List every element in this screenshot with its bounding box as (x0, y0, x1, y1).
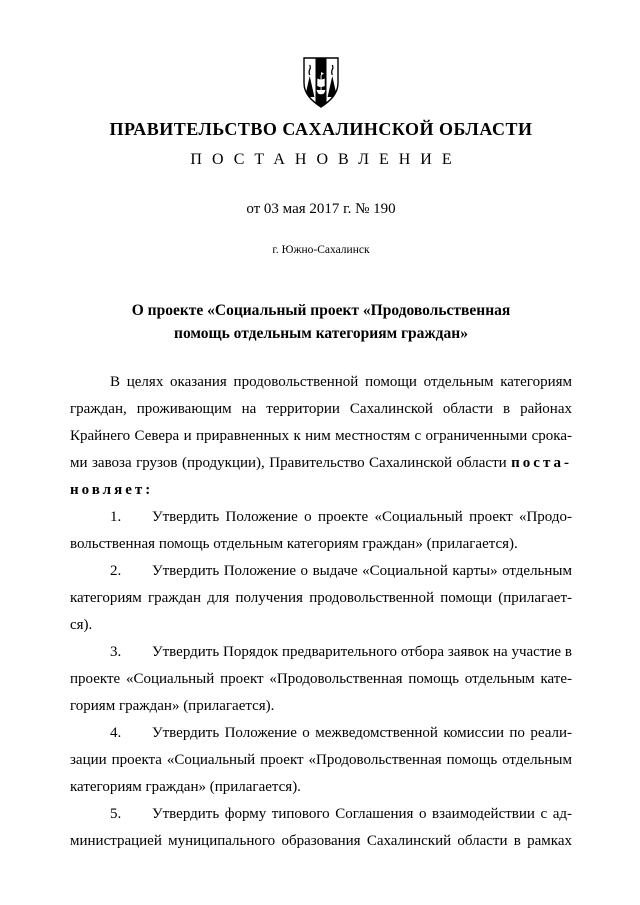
text-line (70, 585, 572, 612)
text-line (70, 396, 572, 423)
text-line (70, 801, 572, 828)
city-line: г. Южно-Сахалинск (272, 244, 370, 256)
text-segment: Утвердить Положение о выдаче «Социальной карты» отдельным (152, 563, 572, 579)
list-item-number: 4. (110, 725, 122, 741)
list-item-number: 5. (110, 806, 122, 822)
list-item-number: 3. (110, 644, 122, 660)
document-title-line-1: О проекте «Социальный проект «Продовольственная (131, 302, 511, 319)
list-item-number: 1. (110, 509, 122, 525)
text-line (70, 774, 572, 801)
list-item-number: 2. (110, 563, 122, 579)
text-line (70, 531, 572, 558)
text-line (70, 612, 572, 639)
text-segment: поста- (511, 455, 572, 471)
text-line (70, 747, 572, 774)
text-line (70, 558, 572, 585)
text-line (70, 369, 572, 396)
text-segment: Утвердить Порядок предварительного отбора заявок на участие в (152, 644, 572, 660)
document-title-line-2: помощь отдельным категориям граждан» (174, 325, 468, 342)
text-line (70, 828, 572, 855)
text-segment: Крайнего Севера и приравненных к ним местностям с ограниченными срока- (70, 428, 572, 444)
text-segment: новляет: (70, 482, 154, 498)
date-line: от 03 мая 2017 г. № 190 (246, 201, 396, 217)
text-segment: проекте «Социальный проект «Продовольственная помощь отдельным кате- (70, 671, 572, 687)
text-segment: ми завоза грузов (продукции), Правительство Сахалинской области (70, 455, 512, 471)
text-segment: министрацией муниципального образования Сахалинский области в рамках (70, 833, 572, 849)
document-body (70, 369, 572, 855)
text-line (70, 666, 572, 693)
text-line (70, 720, 572, 747)
text-segment: Утвердить Положение о проекте «Социальный проект «Продо- (152, 509, 572, 525)
text-line (70, 639, 572, 666)
text-segment: граждан, проживающим на территории Сахалинской области в районах (70, 401, 572, 417)
text-segment: категориям граждан для получения продовольственной помощи (прилагает- (70, 590, 572, 606)
document-title (70, 299, 572, 345)
text-segment: ся). (70, 617, 93, 633)
org-name: ПРАВИТЕЛЬСТВО САХАЛИНСКОЙ ОБЛАСТИ (109, 119, 533, 139)
sakhalin-coat-of-arms-icon (297, 56, 345, 110)
coat-of-arms-emblem (70, 56, 572, 110)
text-segment: категориям граждан» (прилагается). (70, 779, 301, 795)
text-segment: гориям граждан» (прилагается). (70, 698, 275, 714)
text-segment: В целях оказания продовольственной помощи отдельным категориям (110, 374, 572, 390)
text-line (70, 504, 572, 531)
text-segment: Утвердить Положение о межведомственной комиссии по реали- (152, 725, 572, 741)
text-line (70, 693, 572, 720)
text-line (70, 477, 572, 504)
text-segment: вольственная помощь отдельным категориям граждан» (прилагается). (70, 536, 518, 552)
text-segment: Утвердить форму типового Соглашения о взаимодействии с ад- (152, 806, 572, 822)
text-line (70, 450, 572, 477)
text-segment: зации проекта «Социальный проект «Продовольственная помощь отдельным (70, 752, 572, 768)
doc-type-heading: ПОСТАНОВЛЕНИЕ (190, 151, 462, 168)
text-line (70, 423, 572, 450)
